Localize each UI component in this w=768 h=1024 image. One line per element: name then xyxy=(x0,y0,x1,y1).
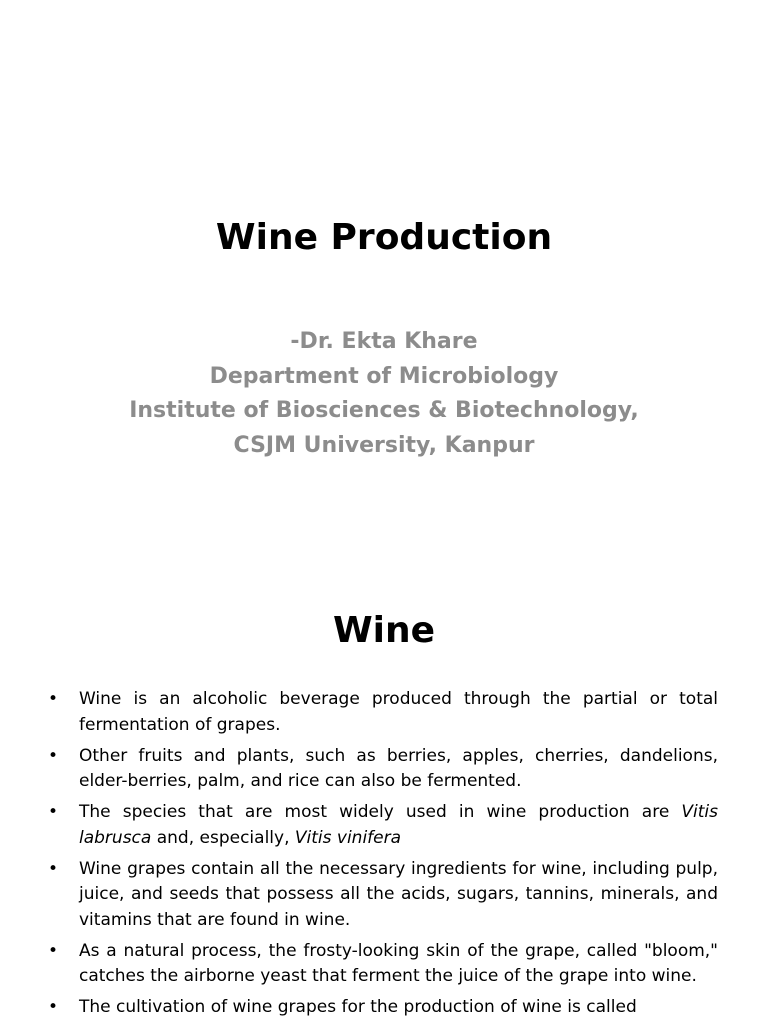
author-institute: Institute of Biosciences & Biotechnology, xyxy=(129,398,639,423)
author-university: CSJM University, Kanpur xyxy=(233,432,535,458)
author-department: Department of Microbiology xyxy=(209,363,559,389)
slide-title: Wine xyxy=(332,610,436,651)
bullet-text: Wine grapes contain all the necessary ingredients for wine, including pulp, juice, and seeds that possess all the acids, sugars, tannins, minerals, and vitamins that are found in wine. xyxy=(79,858,718,930)
bullet-icon: • xyxy=(48,997,59,1017)
bullet-text-part: and, especially, xyxy=(151,827,295,848)
bullet-icon: • xyxy=(48,858,59,879)
list-item xyxy=(48,939,718,990)
list-item xyxy=(48,687,718,738)
presentation-title: Wine Production xyxy=(215,217,553,258)
bullet-text: The cultivation of wine grapes for the production of wine is called xyxy=(79,997,637,1017)
species-name-labrusca: Vitis labrusca xyxy=(79,802,718,848)
list-item xyxy=(48,800,718,851)
bullet-icon: • xyxy=(48,802,59,822)
author-block xyxy=(0,325,768,463)
bullet-text-part: The species that are most widely used in wine production are xyxy=(79,802,682,822)
bullet-text xyxy=(79,802,718,848)
author-name: -Dr. Ekta Khare xyxy=(290,329,478,354)
bullet-text: Wine is an alcoholic beverage produced through the partial or total fermentation of grapes. xyxy=(79,689,718,735)
bullet-text: As a natural process, the frosty-looking skin of the grape, called "bloom," catches the airborne yeast that ferment the juice of the grape into wine. xyxy=(79,940,718,986)
bullet-icon: • xyxy=(48,940,59,961)
list-item xyxy=(48,744,718,795)
bullet-icon: • xyxy=(48,745,59,766)
bullet-icon: • xyxy=(48,689,59,709)
content-slide xyxy=(0,577,768,1024)
bullet-list xyxy=(48,687,718,1024)
bullet-text: Other fruits and plants, such as berries, apples, cherries, dandelions, elder-berries, palm, and rice can also be fermented. xyxy=(79,745,718,791)
list-item xyxy=(48,995,718,1021)
species-name-vinifera: Vitis vinifera xyxy=(294,827,402,848)
list-item xyxy=(48,857,718,934)
